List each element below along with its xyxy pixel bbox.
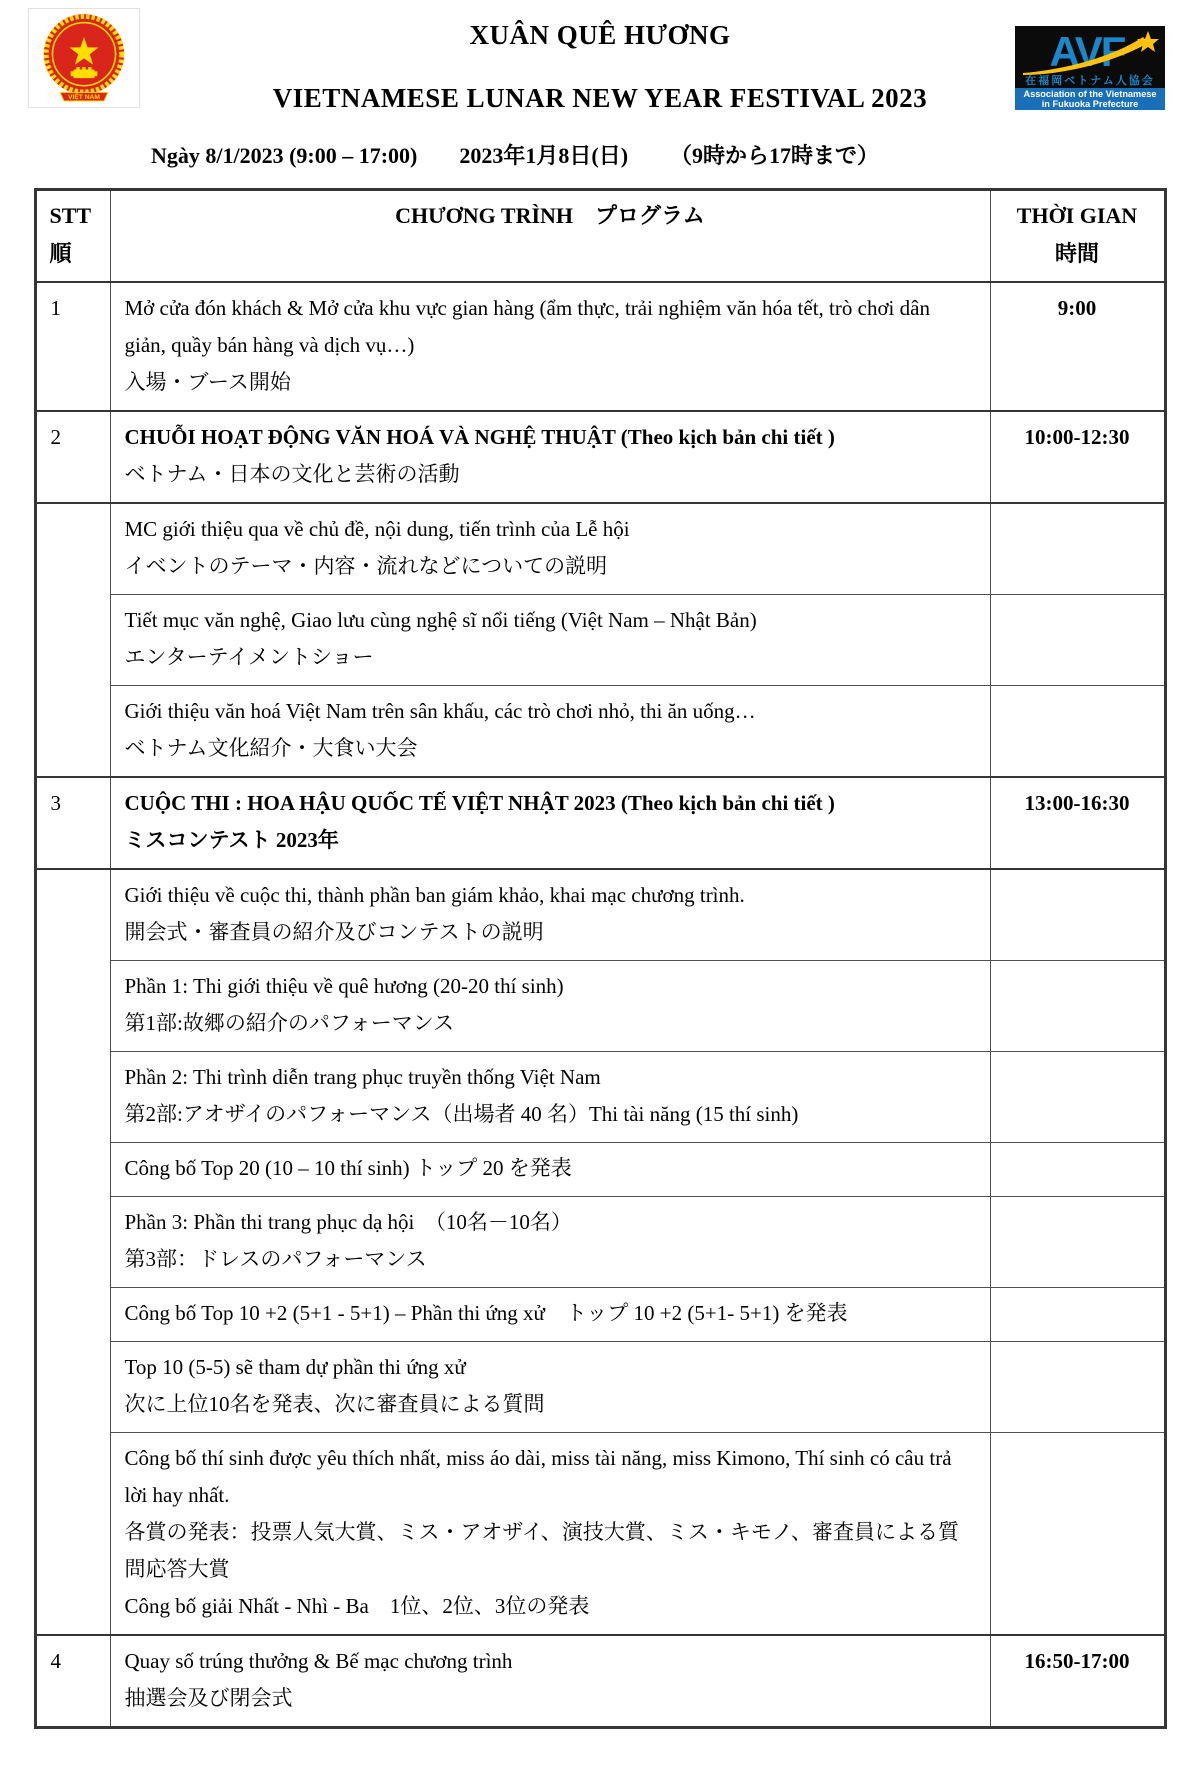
page-subtitle: VIETNAMESE LUNAR NEW YEAR FESTIVAL 2023 bbox=[272, 83, 928, 113]
time-cell bbox=[990, 595, 1165, 686]
program-cell: Công bố Top 20 (10 – 10 thí sinh) トップ 20 を発表 bbox=[110, 1143, 990, 1197]
date-vietnamese: Ngày 8/1/2023 (9:00 – 17:00) bbox=[150, 143, 418, 168]
stt-cell: 3 bbox=[35, 777, 110, 869]
avf-english-name-line1: Association of the Vietnamese bbox=[1023, 89, 1157, 99]
program-cell: Phần 2: Thi trình diễn trang phục truyền thống Việt Nam 第2部:アオザイのパフォーマンス（出場者 40 名）Thi tài năng (15 thí sinh) bbox=[110, 1052, 990, 1143]
table-row bbox=[35, 1052, 1165, 1143]
program-cell: Top 10 (5-5) sẽ tham dự phần thi ứng xử 次に上位10名を発表、次に審査員による質問 bbox=[110, 1342, 990, 1433]
program-cell: Quay số trúng thưởng & Bế mạc chương trình 抽選会及び閉会式 bbox=[110, 1635, 990, 1728]
program-cell: Giới thiệu văn hoá Việt Nam trên sân khấu, các trò chơi nhỏ, thi ăn uống… ベトナム文化紹介・大食い大会 bbox=[110, 686, 990, 778]
stt-cell bbox=[35, 503, 110, 777]
table-row bbox=[35, 1433, 1165, 1636]
page-title: XUÂN QUÊ HƯƠNG bbox=[469, 20, 731, 50]
time-cell bbox=[990, 1052, 1165, 1143]
stt-cell: 2 bbox=[35, 411, 110, 503]
time-cell bbox=[990, 961, 1165, 1052]
date-line bbox=[0, 139, 1030, 170]
time-cell bbox=[990, 1342, 1165, 1433]
avf-japanese-name: 在福岡ベトナム人協会 bbox=[1025, 75, 1155, 87]
date-japanese: 2023年1月8日(日) bbox=[459, 143, 629, 168]
program-table bbox=[34, 188, 1167, 1729]
program-cell: Phần 1: Thi giới thiệu về quê hương (20-20 thí sinh) 第1部:故郷の紹介のパフォーマンス bbox=[110, 961, 990, 1052]
program-cell: Tiết mục văn nghệ, Giao lưu cùng nghệ sĩ nổi tiếng (Việt Nam – Nhật Bản) エンターテイメントショー bbox=[110, 595, 990, 686]
stt-cell: 4 bbox=[35, 1635, 110, 1728]
program-cell: MC giới thiệu qua về chủ đề, nội dung, tiến trình của Lễ hội イベントのテーマ・内容・流れなどについての説明 bbox=[110, 503, 990, 595]
header-program: CHƯƠNG TRÌNH プログラム bbox=[110, 190, 990, 283]
avf-association-logo bbox=[1015, 26, 1165, 110]
time-cell: 13:00-16:30 bbox=[990, 777, 1165, 869]
stt-cell: 1 bbox=[35, 282, 110, 411]
table-row bbox=[35, 1197, 1165, 1288]
avf-english-name-line2: in Fukuoka Prefecture bbox=[1041, 99, 1139, 109]
table-row bbox=[35, 411, 1165, 503]
time-cell bbox=[990, 686, 1165, 778]
table-row bbox=[35, 777, 1165, 869]
table-header-row bbox=[35, 190, 1165, 283]
program-cell: CHUỖI HOẠT ĐỘNG VĂN HOÁ VÀ NGHỆ THUẬT (Theo kịch bản chi tiết ) ベトナム・日本の文化と芸術の活動 bbox=[110, 411, 990, 503]
vietnam-emblem-logo bbox=[28, 8, 140, 108]
table-row bbox=[35, 869, 1165, 961]
time-cell bbox=[990, 1143, 1165, 1197]
program-cell: Mở cửa đón khách & Mở cửa khu vực gian hàng (ẩm thực, trải nghiệm văn hóa tết, trò chơi dân giản, quầy bán hàng và dịch vụ…) 入場・ブース開始 bbox=[110, 282, 990, 411]
time-cell: 9:00 bbox=[990, 282, 1165, 411]
table-row bbox=[35, 1143, 1165, 1197]
table-row bbox=[35, 1288, 1165, 1342]
time-cell bbox=[990, 1197, 1165, 1288]
header-stt: STT 順 bbox=[35, 190, 110, 283]
time-cell bbox=[990, 1433, 1165, 1636]
time-cell bbox=[990, 869, 1165, 961]
table-row bbox=[35, 1342, 1165, 1433]
stt-cell bbox=[35, 869, 110, 1635]
program-cell: Giới thiệu về cuộc thi, thành phần ban giám khảo, khai mạc chương trình. 開会式・審査員の紹介及びコンテストの説明 bbox=[110, 869, 990, 961]
table-row bbox=[35, 503, 1165, 595]
program-cell: Phần 3: Phần thi trang phục dạ hội （10名－10名） 第3部：ドレスのパフォーマンス bbox=[110, 1197, 990, 1288]
table-row bbox=[35, 595, 1165, 686]
table-row bbox=[35, 961, 1165, 1052]
program-cell: CUỘC THI : HOA HẬU QUỐC TẾ VIỆT NHẬT 2023 (Theo kịch bản chi tiết ) ミスコンテスト 2023年 bbox=[110, 777, 990, 869]
avf-logo-icon bbox=[1015, 26, 1165, 110]
time-cell bbox=[990, 503, 1165, 595]
page-bottom-margin bbox=[0, 1729, 1200, 1789]
table-row bbox=[35, 1635, 1165, 1728]
header-time: THỜI GIAN 時間 bbox=[990, 190, 1165, 283]
page-header bbox=[0, 0, 1200, 188]
time-cell: 16:50-17:00 bbox=[990, 1635, 1165, 1728]
program-cell: Công bố thí sinh được yêu thích nhất, miss áo dài, miss tài năng, miss Kimono, Thí sinh có câu trả lời hay nhất. 各賞の発表：投票人気大賞、ミス・アオザイ、演技大賞、ミス・キモノ、審査員による質問応答大賞 Công bố giải Nhất - Nhì - Ba 1位、2位、3位の発表 bbox=[110, 1433, 990, 1636]
table-row bbox=[35, 686, 1165, 778]
vietnam-emblem-icon bbox=[41, 11, 127, 105]
avf-acronym: AVF bbox=[1049, 28, 1125, 75]
date-japanese-hours: （9時から17時まで） bbox=[670, 143, 880, 168]
program-cell: Công bố Top 10 +2 (5+1 - 5+1) – Phần thi ứng xử トップ 10 +2 (5+1- 5+1) を発表 bbox=[110, 1288, 990, 1342]
table-row bbox=[35, 282, 1165, 411]
emblem-banner-text: VIỆT NAM bbox=[68, 94, 100, 102]
time-cell: 10:00-12:30 bbox=[990, 411, 1165, 503]
time-cell bbox=[990, 1288, 1165, 1342]
